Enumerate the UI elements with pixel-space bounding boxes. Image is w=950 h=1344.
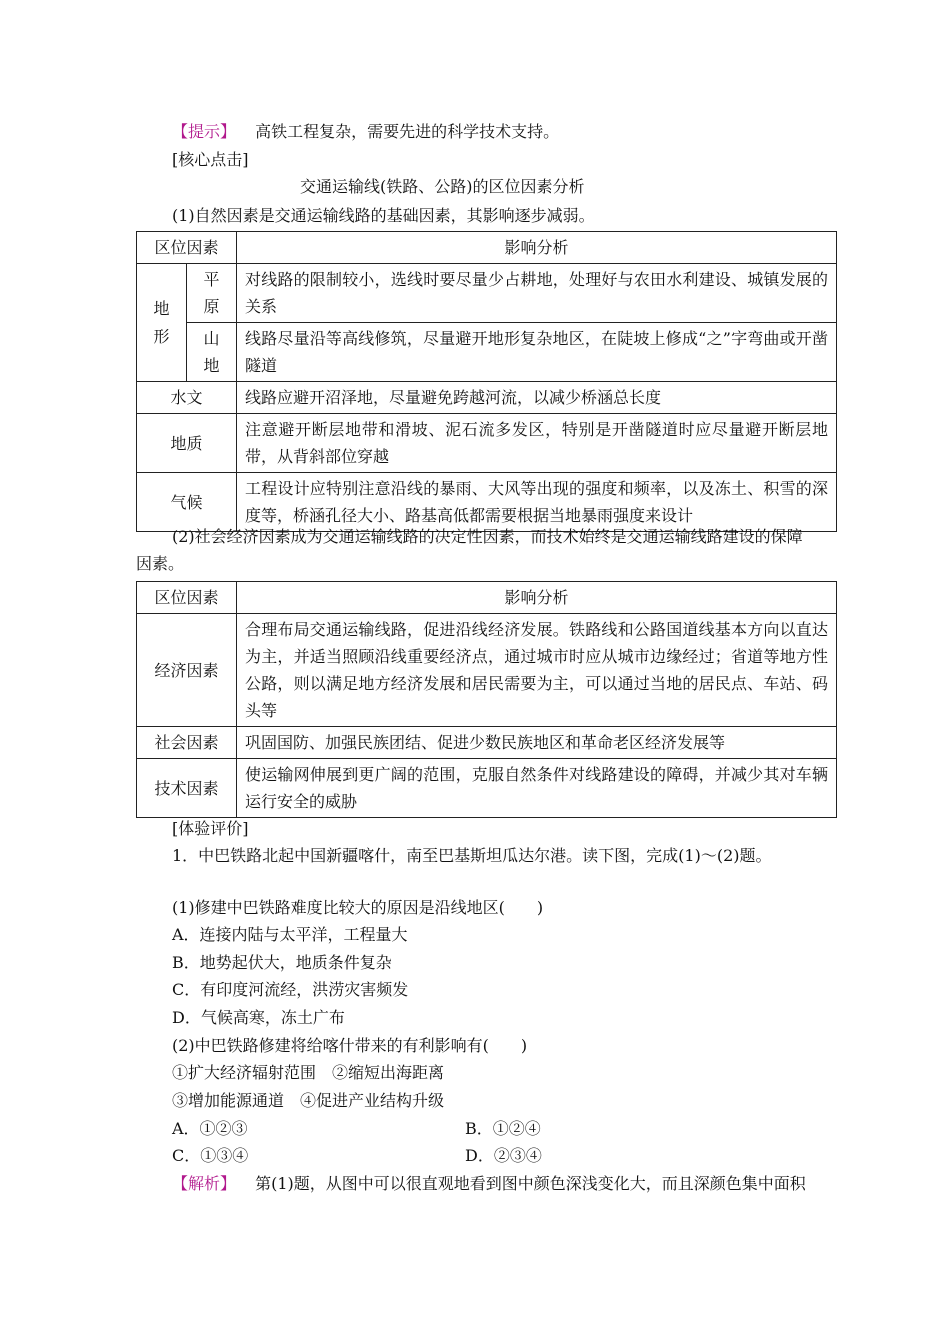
table-row (137, 614, 837, 727)
core-label: [核心点击] (172, 150, 249, 169)
plain-label-text: 平 原 (203, 270, 220, 316)
practice-label: [体验评价] (172, 819, 249, 838)
hydrology-analysis: 线路应避开沼泽地，尽量避免跨越河流，以减少桥涵总长度 (237, 382, 837, 414)
question-2: (2)中巴铁路修建将给喀什带来的有利影响有( ) (172, 1036, 528, 1055)
socioeconomic-factors-table (136, 581, 837, 818)
hint-line (172, 121, 559, 143)
q1-option-a: A．连接内陆与太平洋，工程量大 (172, 925, 408, 944)
mountain-analysis: 线路尽量沿等高线修筑，尽量避开地形复杂地区，在陡坡上修成“之”字弯曲或开凿隧道 (237, 323, 837, 382)
table-row (137, 414, 837, 473)
plain-analysis: 对线路的限制较小，选线时要尽量少占耕地，处理好与农田水利建设、城镇发展的关系 (237, 264, 837, 323)
question-1: (1)修建中巴铁路难度比较大的原因是沿线地区( ) (172, 898, 544, 917)
table2-header-factor: 区位因素 (137, 582, 237, 614)
table-row (137, 382, 837, 414)
mountain-label-text: 山 地 (203, 329, 220, 375)
analysis-line (172, 1173, 806, 1195)
q2-option-d: D．②③④ (465, 1146, 542, 1165)
table-row (137, 473, 837, 532)
q1-option-b: B．地势起伏大，地质条件复杂 (172, 953, 392, 972)
technology-label: 技术因素 (137, 759, 237, 818)
natural-factors-table (136, 231, 837, 532)
social-intro-line2: 因素。 (136, 554, 185, 573)
table-header-analysis: 影响分析 (237, 232, 837, 264)
technology-analysis: 使运输网伸展到更广阔的范围，克服自然条件对线路建设的障碍，并减少其对车辆运行安全的威胁 (237, 759, 837, 818)
q1-option-d: D．气候高寒，冻土广布 (172, 1008, 345, 1027)
analysis-tag: 【解析】 (172, 1174, 237, 1193)
hydrology-label: 水文 (137, 382, 237, 414)
hint-text: 高铁工程复杂，需要先进的科学技术支持。 (255, 122, 560, 141)
social-intro-line1: (2)社会经济因素成为交通运输线路的决定性因素，而技术始终是交通运输线路建设的保障 (172, 527, 803, 546)
climate-analysis: 工程设计应特别注意沿线的暴雨、大风等出现的强度和频率，以及冻土、积雪的深度等，桥涵孔径大小、路基高低都需要根据当地暴雨强度来设计 (237, 473, 837, 532)
economic-analysis: 合理布局交通运输线路，促进沿线经济发展。铁路线和公路国道线基本方向以直达为主，并适当照顾沿线重要经济点，通过城市时应从城市边缘经过；省道等地方性公路，则以满足地方经济发展和居民需要为主，可以通过当地的居民点、车站、码头等 (237, 614, 837, 727)
table-row (137, 323, 837, 382)
q2-option-b: B．①②④ (465, 1119, 541, 1138)
social-label: 社会因素 (137, 727, 237, 759)
table-header-row (137, 582, 837, 614)
q2-items-line2: ③增加能源通道 ④促进产业结构升级 (172, 1091, 445, 1110)
table-row (137, 727, 837, 759)
hint-tag: 【提示】 (172, 122, 237, 141)
table2-header-analysis: 影响分析 (237, 582, 837, 614)
climate-label: 气候 (137, 473, 237, 532)
terrain-label (137, 264, 187, 382)
table-row (137, 264, 837, 323)
analysis-text: 第(1)题，从图中可以很直观地看到图中颜色深浅变化大，而且深颜色集中面积 (255, 1174, 806, 1193)
natural-intro: (1)自然因素是交通运输线路的基础因素，其影响逐步减弱。 (172, 206, 595, 225)
geology-label: 地质 (137, 414, 237, 473)
q2-items-line1: ①扩大经济辐射范围 ②缩短出海距离 (172, 1063, 445, 1082)
table-header-row (137, 232, 837, 264)
terrain-label-text: 地 形 (153, 298, 170, 346)
q2-option-c: C．①③④ (172, 1146, 249, 1165)
plain-label (187, 264, 237, 323)
social-analysis: 巩固国防、加强民族团结、促进少数民族地区和革命老区经济发展等 (237, 727, 837, 759)
q1-option-c: C．有印度河流经，洪涝灾害频发 (172, 980, 409, 999)
analysis-title: 交通运输线(铁路、公路)的区位因素分析 (300, 177, 585, 196)
geology-analysis: 注意避开断层地带和滑坡、泥石流多发区，特别是开凿隧道时应尽量避开断层地带，从背斜部位穿越 (237, 414, 837, 473)
economic-label: 经济因素 (137, 614, 237, 727)
table-row (137, 759, 837, 818)
q2-option-a: A．①②③ (172, 1119, 248, 1138)
table-header-factor: 区位因素 (137, 232, 237, 264)
mountain-label (187, 323, 237, 382)
question-stem: 1．中巴铁路北起中国新疆喀什，南至巴基斯坦瓜达尔港。读下图，完成(1)～(2)题。 (172, 846, 772, 865)
